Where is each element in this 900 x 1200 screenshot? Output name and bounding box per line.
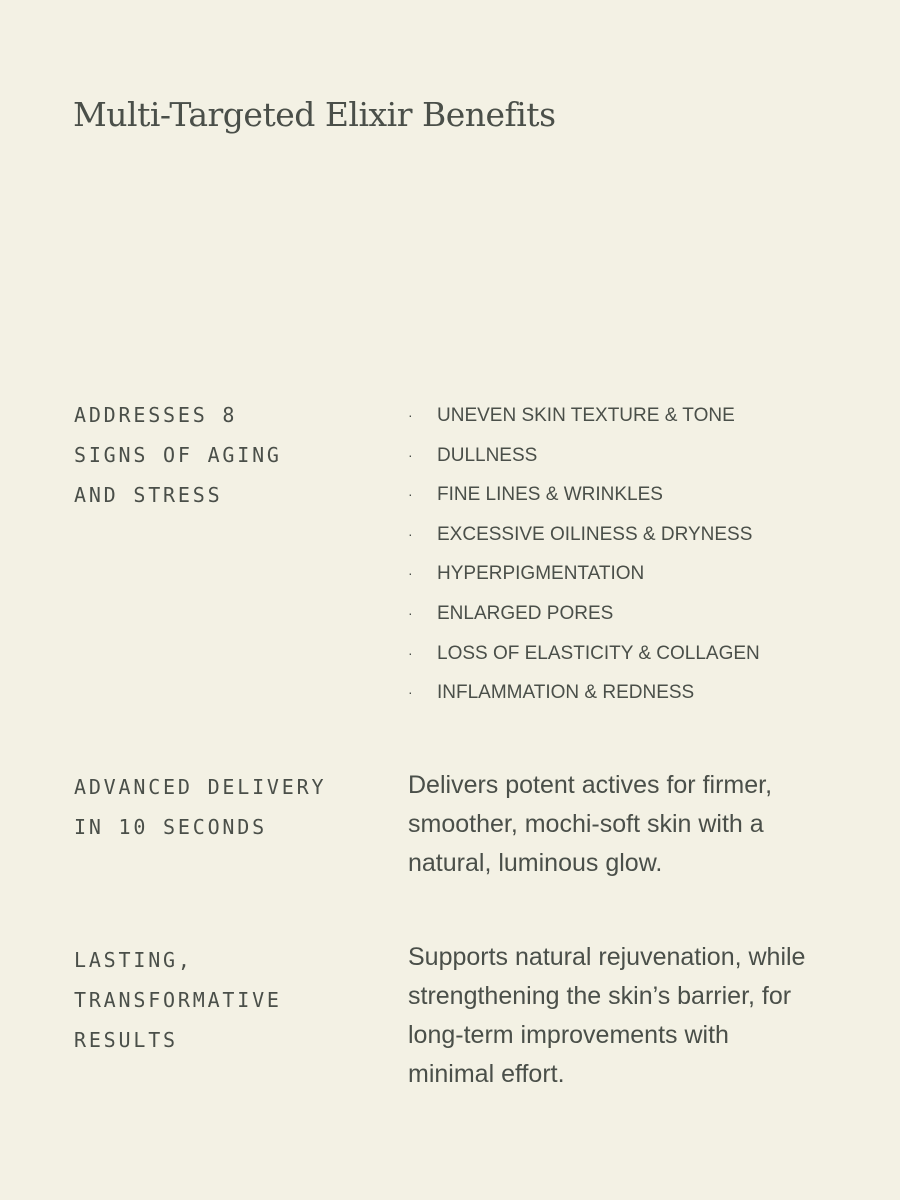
bullet-icon: · bbox=[408, 486, 413, 503]
bullet-icon: · bbox=[408, 604, 413, 621]
description-line: long-term improvements with bbox=[408, 1021, 729, 1049]
description-line: Supports natural rejuvenation, while bbox=[408, 943, 806, 971]
list-item bbox=[408, 594, 760, 634]
section-description-lasting-results bbox=[408, 938, 848, 1094]
list-item bbox=[408, 475, 760, 515]
section-label-line: RESULTS bbox=[74, 1028, 178, 1052]
bullet-icon: · bbox=[408, 446, 413, 463]
list-item bbox=[408, 515, 760, 555]
list-item-text: INFLAMMATION & REDNESS bbox=[437, 682, 695, 704]
section-description-advanced-delivery bbox=[408, 766, 848, 883]
description-line: natural, luminous glow. bbox=[408, 849, 663, 877]
section-label-line: AND STRESS bbox=[74, 483, 223, 507]
list-item-text: EXCESSIVE OILINESS & DRYNESS bbox=[437, 523, 753, 545]
section-label-line: SIGNS OF AGING bbox=[74, 443, 282, 467]
section-label-lasting-results bbox=[74, 940, 374, 1060]
list-item bbox=[408, 673, 760, 713]
list-item-text: ENLARGED PORES bbox=[437, 602, 614, 624]
list-item-text: DULLNESS bbox=[437, 444, 538, 466]
description-line: strengthening the skin’s barrier, for bbox=[408, 982, 792, 1010]
list-item bbox=[408, 554, 760, 594]
list-item-text: FINE LINES & WRINKLES bbox=[437, 484, 663, 506]
list-item bbox=[408, 396, 760, 436]
list-item bbox=[408, 436, 760, 476]
list-item-text: LOSS OF ELASTICITY & COLLAGEN bbox=[437, 642, 760, 664]
bullet-icon: · bbox=[408, 565, 413, 582]
section-label-advanced-delivery bbox=[74, 767, 374, 847]
aging-signs-list bbox=[408, 396, 760, 713]
section-label-line: TRANSFORMATIVE bbox=[74, 988, 282, 1012]
description-line: smoother, mochi-soft skin with a bbox=[408, 810, 764, 838]
section-label-signs-of-aging bbox=[74, 395, 374, 515]
description-line: minimal effort. bbox=[408, 1060, 565, 1088]
section-label-line: ADVANCED DELIVERY bbox=[74, 775, 327, 799]
bullet-icon: · bbox=[408, 644, 413, 661]
section-label-line: ADDRESSES 8 bbox=[74, 403, 238, 427]
list-item-text: HYPERPIGMENTATION bbox=[437, 563, 645, 585]
bullet-icon: · bbox=[408, 684, 413, 701]
bullet-icon: · bbox=[408, 407, 413, 423]
list-item bbox=[408, 634, 760, 674]
bullet-icon: · bbox=[408, 525, 413, 542]
description-line: Delivers potent actives for firmer, bbox=[408, 771, 773, 799]
page-title: Multi-Targeted Elixir Benefits bbox=[73, 95, 556, 134]
section-label-line: LASTING, bbox=[74, 948, 193, 972]
list-item-text: UNEVEN SKIN TEXTURE & TONE bbox=[437, 405, 735, 426]
section-label-line: IN 10 SECONDS bbox=[74, 815, 267, 839]
